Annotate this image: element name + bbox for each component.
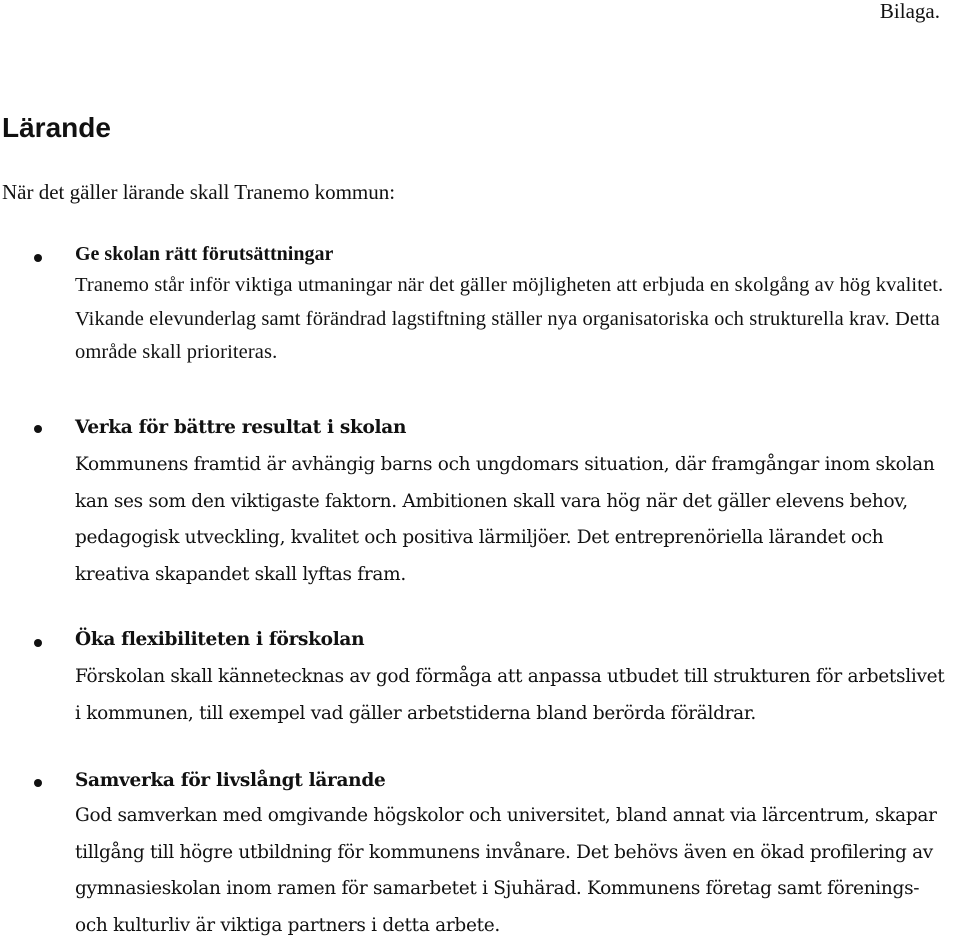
bullet-icon bbox=[34, 254, 42, 262]
intro-text: När det gäller lärande skall Tranemo kommun: bbox=[2, 180, 396, 204]
item-body: Tranemo står inför viktiga utmaningar när det gäller möjligheten att erbjuda en skolgång av hög kvalitet. Vikande elevunderlag samt förändrad lagstiftning ställer nya organisatoriska och strukturella krav. Detta område skall prioriteras. bbox=[75, 274, 944, 363]
item-title: Ge skolan rätt förutsättningar bbox=[75, 243, 334, 265]
bullet-icon bbox=[34, 779, 42, 787]
item-title: Öka flexibiliteten i förskolan bbox=[75, 629, 365, 650]
item-title: Samverka för livslångt lärande bbox=[75, 770, 386, 791]
bullet-icon bbox=[34, 639, 42, 647]
bullet-icon bbox=[34, 425, 42, 433]
item-body: God samverkan med omgivande högskolor och universitet, bland annat via lärcentrum, skapar tillgång till högre utbildning för kommunens invånare. Det behövs även en ökad profilering av gymnasieskolan inom ramen för samarbetet i Sjuhärad. Kommunens företag samt förenings- och kulturliv är viktiga partners i detta arbete. bbox=[75, 805, 937, 936]
item-body: Förskolan skall kännetecknas av god förmåga att anpassa utbudet till strukturen för arbetslivet i kommunen, till exempel vad gäller arbetstiderna bland berörda föräldrar. bbox=[75, 666, 945, 724]
section-heading: Lärande bbox=[2, 112, 111, 143]
item-title: Verka för bättre resultat i skolan bbox=[75, 417, 407, 438]
appendix-label: Bilaga. bbox=[879, 0, 940, 23]
item-body: Kommunens framtid är avhängig barns och ungdomars situation, där framgångar inom skolan kan ses som den viktigaste faktorn. Ambitionen skall vara hög när det gäller elevens behov, pedagogisk utveckling, kvalitet och positiva lärmiljöer. Det entreprenöriella lärandet och kreativa skapandet skall lyftas fram. bbox=[75, 454, 935, 585]
